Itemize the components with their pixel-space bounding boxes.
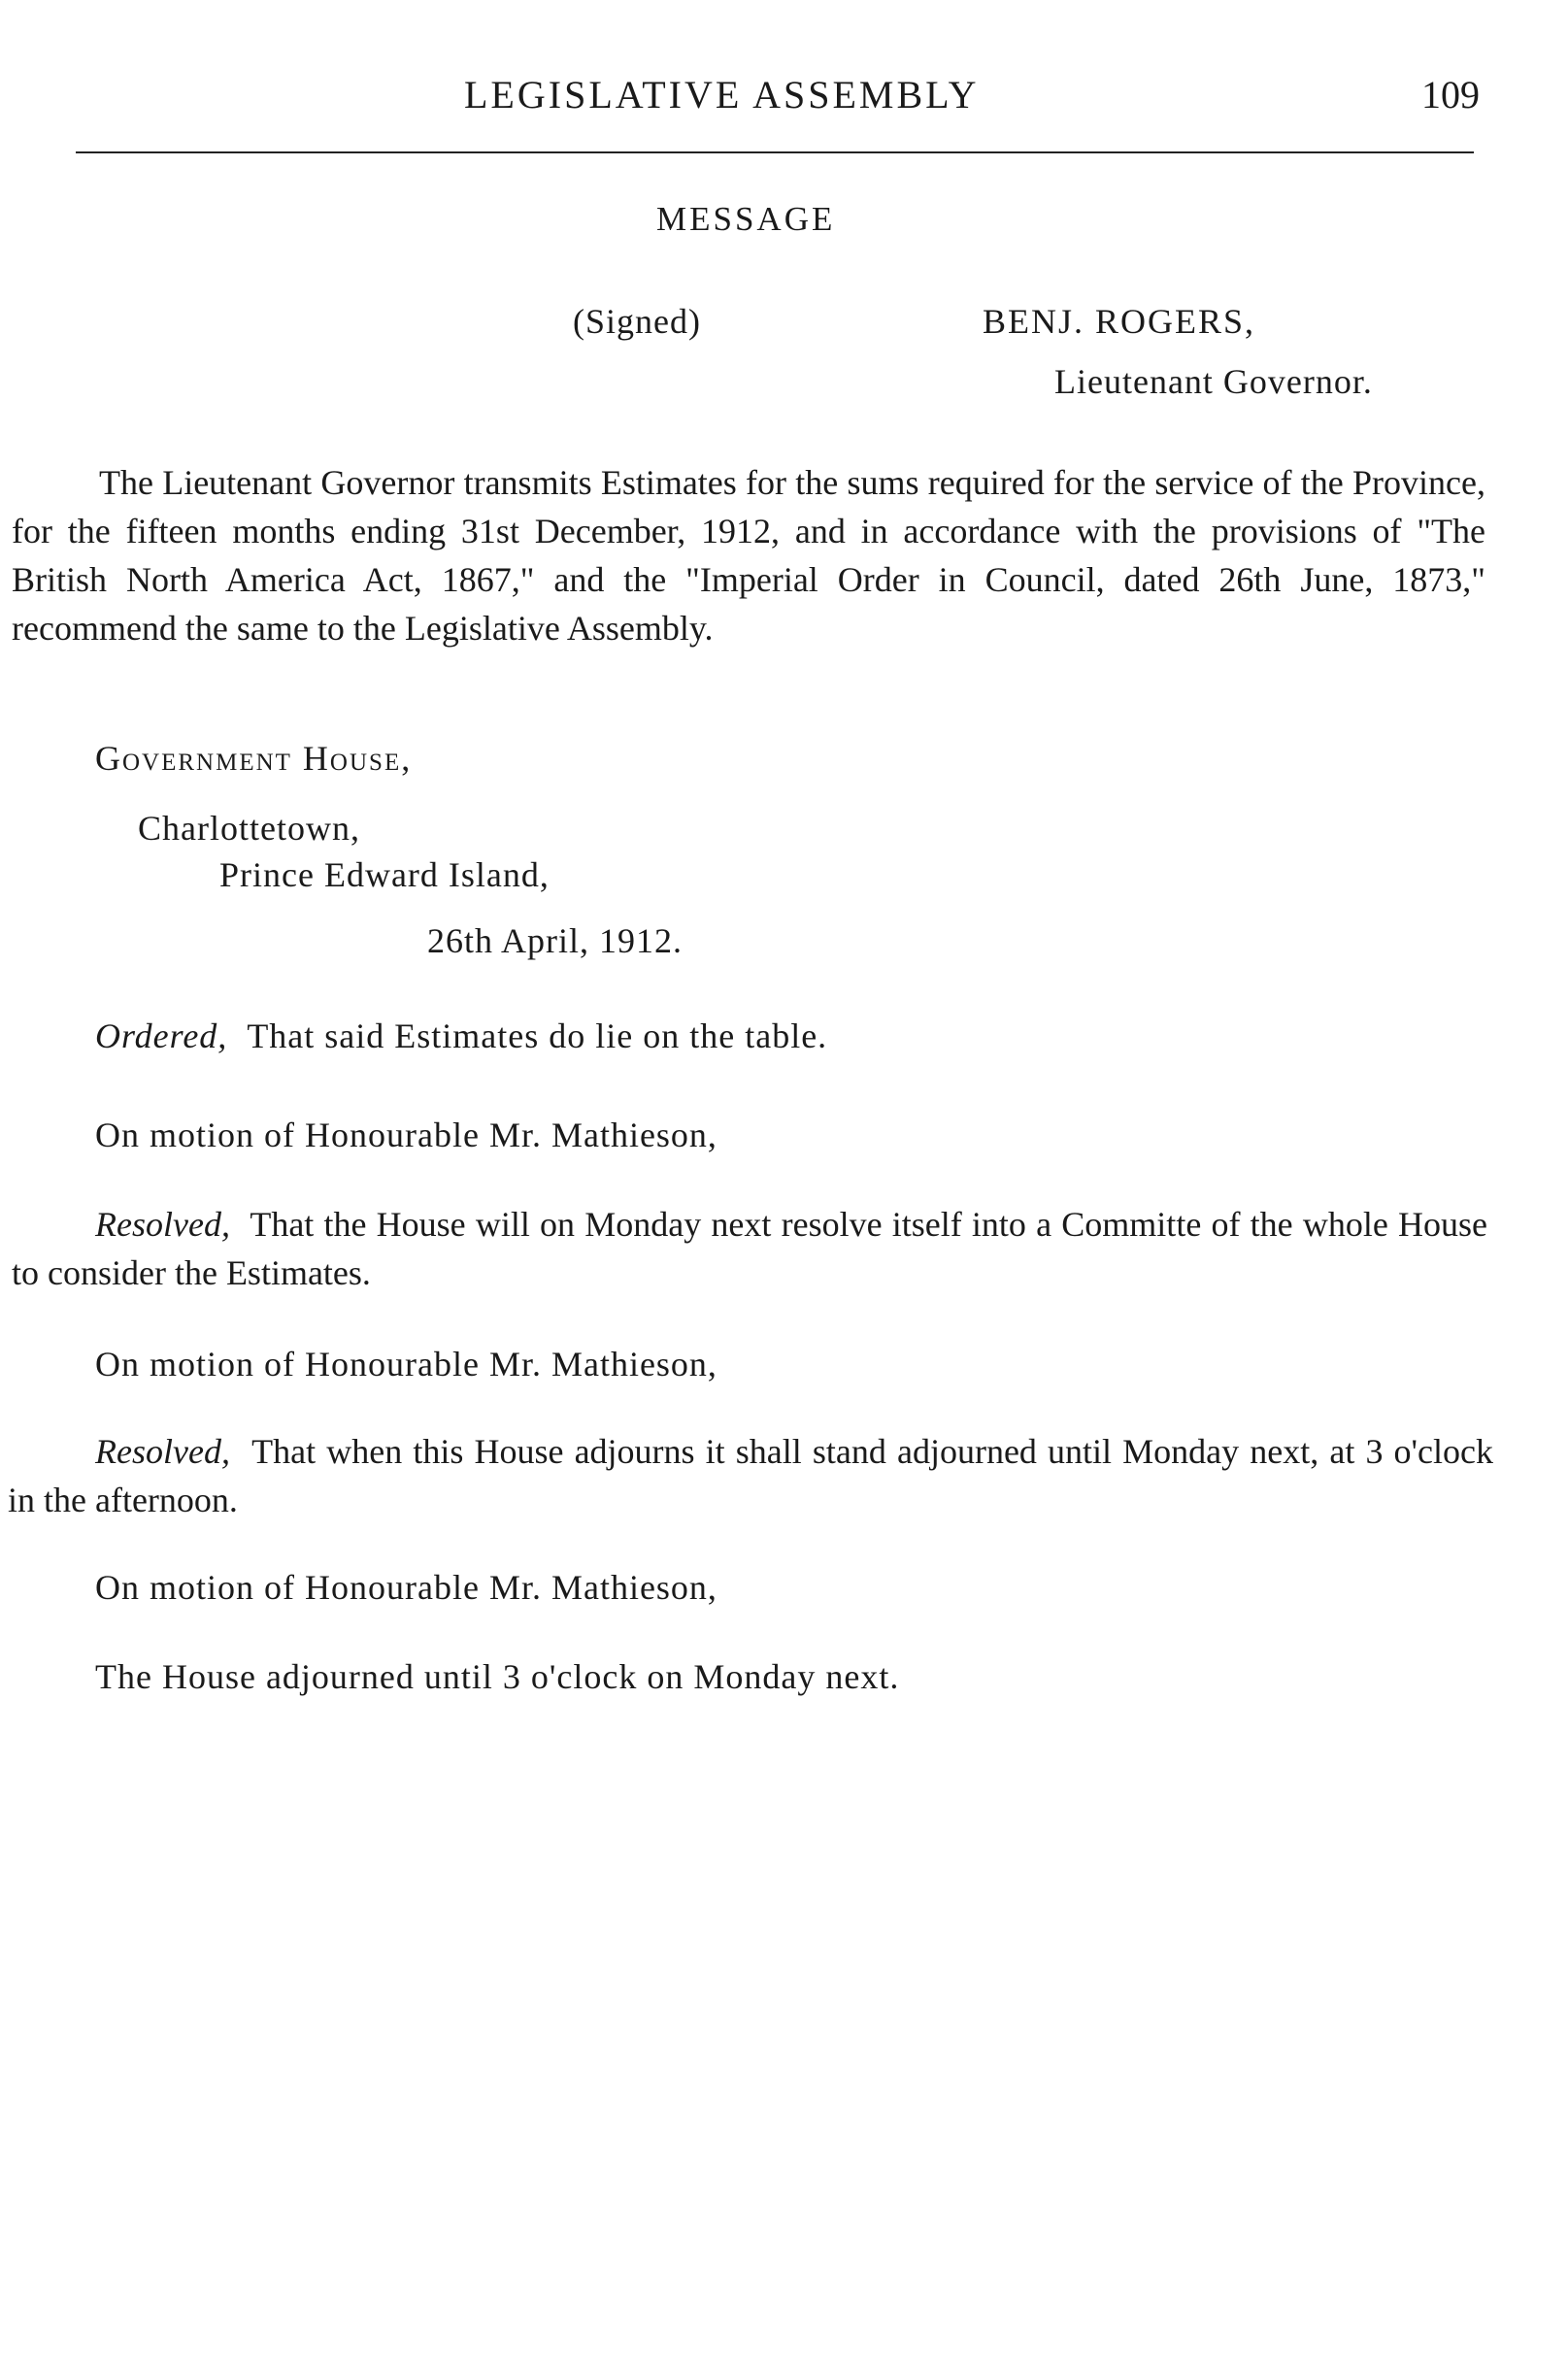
motion-line-2: On motion of Honourable Mr. Mathieson, — [95, 1345, 717, 1383]
resolved-text-1: That the House will on Monday next resolve itself into a Committe of the whole House to consider the Estimates. — [12, 1205, 1488, 1292]
adjournment-line: The House adjourned until 3 o'clock on Monday next. — [95, 1657, 900, 1696]
signed-label: (Signed) — [573, 302, 701, 341]
running-title: LEGISLATIVE ASSEMBLY — [464, 73, 980, 117]
section-heading: MESSAGE — [656, 200, 836, 238]
signatory-name: BENJ. ROGERS, — [983, 302, 1256, 341]
resolved-label-2: Resolved, — [95, 1432, 230, 1471]
ordered-text: That said Estimates do lie on the table. — [247, 1016, 828, 1055]
address-date: 26th April, 1912. — [427, 921, 684, 960]
resolved-label-1: Resolved, — [95, 1205, 230, 1244]
signatory-title: Lieutenant Governor. — [1054, 362, 1373, 401]
address-line-province: Prince Edward Island, — [219, 855, 550, 894]
ordered-label: Ordered, — [95, 1016, 228, 1055]
resolved-paragraph-2 — [8, 1427, 1493, 1524]
address-line-government-house: Government House, — [95, 739, 413, 778]
motion-line-1: On motion of Honourable Mr. Mathieson, — [95, 1116, 717, 1154]
page-number: 109 — [1421, 73, 1480, 117]
motion-line-3: On motion of Honourable Mr. Mathieson, — [95, 1568, 717, 1607]
resolved-text-2: That when this House adjourns it shall stand adjourned until Monday next, at 3 o'clock in the afternoon. — [8, 1432, 1494, 1519]
ordered-line — [95, 1016, 827, 1056]
address-line-city: Charlottetown, — [138, 809, 360, 848]
header-rule — [76, 151, 1474, 153]
resolved-paragraph-1 — [12, 1200, 1487, 1297]
transmittal-paragraph: The Lieutenant Governor transmits Estimates for the sums required for the service of the Province, for the fifteen months ending 31st December, 1912, and in accordance with the provisions of "The British North America Act, 1867," and the "Imperial Order in Council, dated 26th June, 1873," recommend the same to the Legislative Assembly. — [12, 463, 1485, 648]
